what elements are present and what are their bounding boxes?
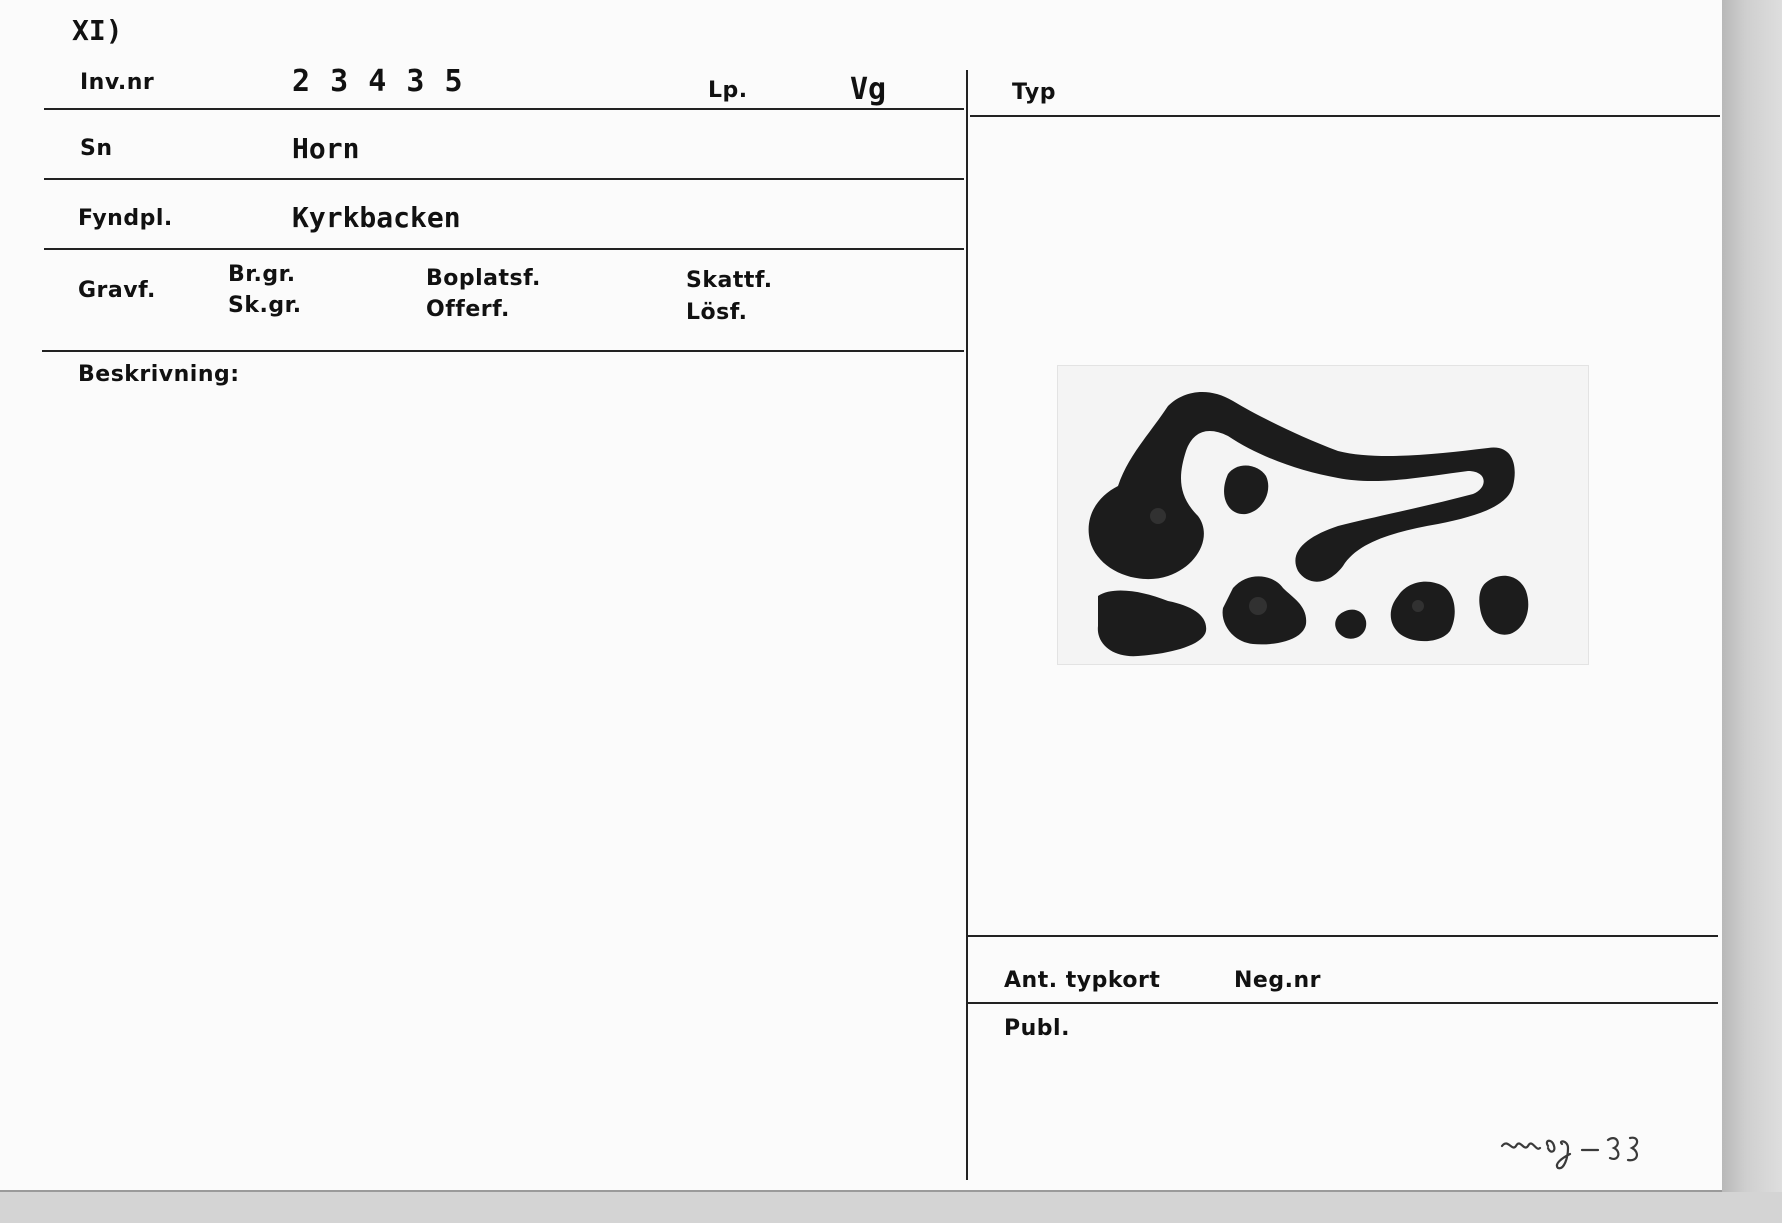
publ-label: Publ. — [1004, 1016, 1070, 1041]
inv-nr-value: 2 3 4 3 5 — [292, 64, 464, 99]
handwritten-signature — [1490, 1118, 1680, 1188]
divider-findtypes — [42, 350, 964, 352]
divider-publ — [966, 1002, 1718, 1004]
lp-label: Lp. — [708, 78, 748, 103]
lp-value: Vg — [850, 72, 887, 107]
divider-sn — [44, 178, 964, 180]
divider-inv — [44, 108, 964, 110]
ant-typkort-label: Ant. typkort — [1004, 968, 1161, 993]
boplatsf-label: Boplatsf. — [426, 266, 541, 291]
scan-edge — [1722, 0, 1782, 1223]
divider-ant — [966, 935, 1718, 937]
corner-mark: XI) — [72, 14, 123, 47]
sn-label: Sn — [80, 136, 113, 161]
divider-fyndpl — [44, 248, 964, 250]
artifact-fragments-image — [1058, 366, 1588, 664]
typ-label: Typ — [1012, 80, 1056, 105]
losf-label: Lösf. — [686, 300, 748, 325]
divider-typ — [970, 115, 1720, 117]
vertical-divider — [966, 70, 968, 1180]
neg-nr-label: Neg.nr — [1234, 968, 1321, 993]
sn-value: Horn — [292, 132, 360, 165]
inv-nr-label: Inv.nr — [80, 70, 155, 95]
scan-bottom-edge — [0, 1192, 1782, 1223]
br-gr-label: Br.gr. — [228, 262, 296, 287]
fyndpl-value: Kyrkbacken — [292, 201, 461, 234]
gravf-label: Gravf. — [78, 278, 156, 303]
offerf-label: Offerf. — [426, 297, 510, 322]
skattf-label: Skattf. — [686, 268, 773, 293]
fyndpl-label: Fyndpl. — [78, 206, 173, 231]
beskrivning-label: Beskrivning: — [78, 362, 240, 387]
sk-gr-label: Sk.gr. — [228, 293, 302, 318]
artifact-photo — [1058, 366, 1588, 664]
